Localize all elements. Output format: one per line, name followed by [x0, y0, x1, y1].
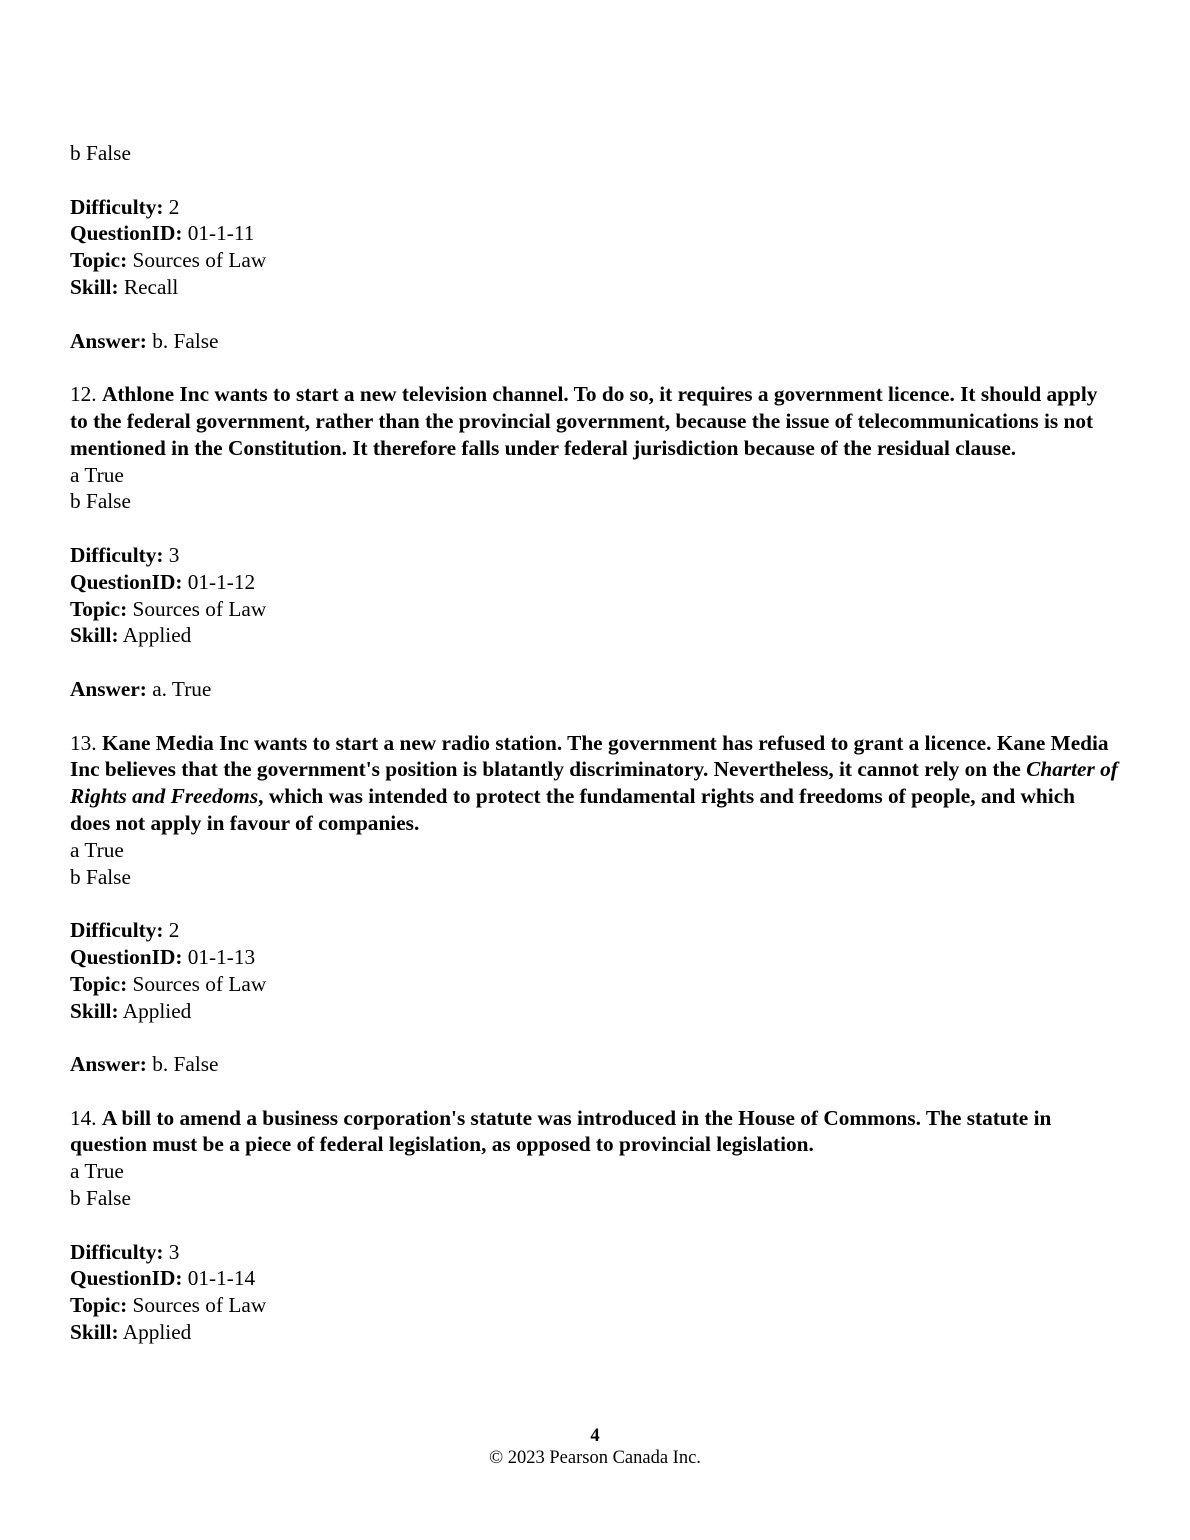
- questionid-value: 01-1-14: [187, 1266, 256, 1291]
- questionid-line: [70, 944, 1120, 971]
- question-12: [70, 381, 1120, 461]
- question-number: 14.: [70, 1105, 97, 1130]
- questionid-label: QuestionID:: [70, 944, 183, 969]
- document-page: [70, 140, 1120, 1346]
- difficulty-value: 3: [168, 1239, 180, 1264]
- topic-label: Topic:: [70, 248, 128, 273]
- option-a: a True: [70, 462, 124, 487]
- option-b: b False: [70, 489, 131, 514]
- topic-value: Sources of Law: [132, 248, 267, 273]
- topic-line: [70, 596, 1120, 623]
- answer-value: b. False: [152, 1052, 219, 1077]
- skill-value: Applied: [122, 998, 192, 1023]
- skill-line: [70, 1319, 1120, 1346]
- answer-value: a. True: [152, 676, 212, 701]
- topic-value: Sources of Law: [132, 971, 267, 996]
- skill-value: Recall: [123, 274, 179, 299]
- question-13: [70, 730, 1120, 837]
- option-a: a True: [70, 1159, 124, 1184]
- question-number: 13.: [70, 730, 97, 755]
- option-b: b False: [70, 1186, 131, 1211]
- skill-label: Skill:: [70, 274, 119, 299]
- difficulty-value: 2: [168, 918, 180, 943]
- skill-line: [70, 998, 1120, 1025]
- difficulty-line: [70, 194, 1120, 221]
- difficulty-label: Difficulty:: [70, 542, 164, 567]
- questionid-label: QuestionID:: [70, 221, 183, 246]
- questionid-label: QuestionID:: [70, 1266, 183, 1291]
- topic-label: Topic:: [70, 1293, 128, 1318]
- answer-line: [70, 1051, 1120, 1078]
- difficulty-value: 2: [168, 194, 180, 219]
- topic-label: Topic:: [70, 596, 128, 621]
- difficulty-label: Difficulty:: [70, 918, 164, 943]
- answer-line: [70, 328, 1120, 355]
- difficulty-line: [70, 542, 1120, 569]
- answer-label: Answer:: [70, 328, 147, 353]
- question-text: [70, 731, 1118, 835]
- answer-label: Answer:: [70, 1052, 147, 1077]
- question-text-start: Kane Media Inc wants to start a new radio station. The government has refused to grant a licence. Kane Media Inc believes that the government's position is blatantly discriminatory. Nevertheless, it cannot rely on the: [70, 730, 1109, 782]
- answer-label: Answer:: [70, 676, 147, 701]
- questionid-line: [70, 220, 1120, 247]
- answer-value: b. False: [152, 328, 219, 353]
- charter-title: Charter of Rights and Freedoms: [70, 757, 1118, 809]
- question-text: A bill to amend a business corporation's statute was introduced in the House of Commons. The statute in question must be a piece of federal legislation, as opposed to provincial legislation.: [70, 1105, 1052, 1157]
- topic-line: [70, 971, 1120, 998]
- questionid-line: [70, 1265, 1120, 1292]
- option-b: b False: [70, 864, 131, 889]
- difficulty-label: Difficulty:: [70, 194, 164, 219]
- topic-line: [70, 1292, 1120, 1319]
- topic-value: Sources of Law: [132, 1293, 267, 1318]
- answer-line: [70, 676, 1120, 703]
- skill-value: Applied: [122, 1320, 192, 1345]
- skill-line: [70, 274, 1120, 301]
- difficulty-label: Difficulty:: [70, 1239, 164, 1264]
- question-text: Athlone Inc wants to start a new television channel. To do so, it requires a government licence. It should apply to the federal government, rather than the provincial government, because the issue of telecommunications is not mentioned in the Constitution. It therefore falls under federal jurisdiction because of the residual clause.: [70, 382, 1098, 460]
- topic-line: [70, 247, 1120, 274]
- question-14: [70, 1105, 1120, 1159]
- questionid-value: 01-1-11: [187, 221, 255, 246]
- questionid-value: 01-1-12: [187, 569, 256, 594]
- option-b: b False: [70, 141, 131, 165]
- skill-label: Skill:: [70, 623, 119, 648]
- difficulty-value: 3: [168, 542, 180, 567]
- question-number: 12.: [70, 382, 97, 407]
- option-a: a True: [70, 837, 124, 862]
- difficulty-line: [70, 1239, 1120, 1266]
- page-number: 4: [590, 1426, 600, 1446]
- skill-label: Skill:: [70, 1320, 119, 1345]
- question-text-end: , which was intended to protect the fundamental rights and freedoms of people, and which does not apply in favour of companies.: [70, 784, 1075, 835]
- topic-label: Topic:: [70, 971, 128, 996]
- copyright-notice: © 2023 Pearson Canada Inc.: [489, 1448, 701, 1468]
- topic-value: Sources of Law: [132, 596, 267, 621]
- skill-line: [70, 622, 1120, 649]
- questionid-line: [70, 569, 1120, 596]
- difficulty-line: [70, 917, 1120, 944]
- skill-value: Applied: [122, 623, 192, 648]
- questionid-label: QuestionID:: [70, 569, 183, 594]
- skill-label: Skill:: [70, 998, 119, 1023]
- questionid-value: 01-1-13: [187, 944, 256, 969]
